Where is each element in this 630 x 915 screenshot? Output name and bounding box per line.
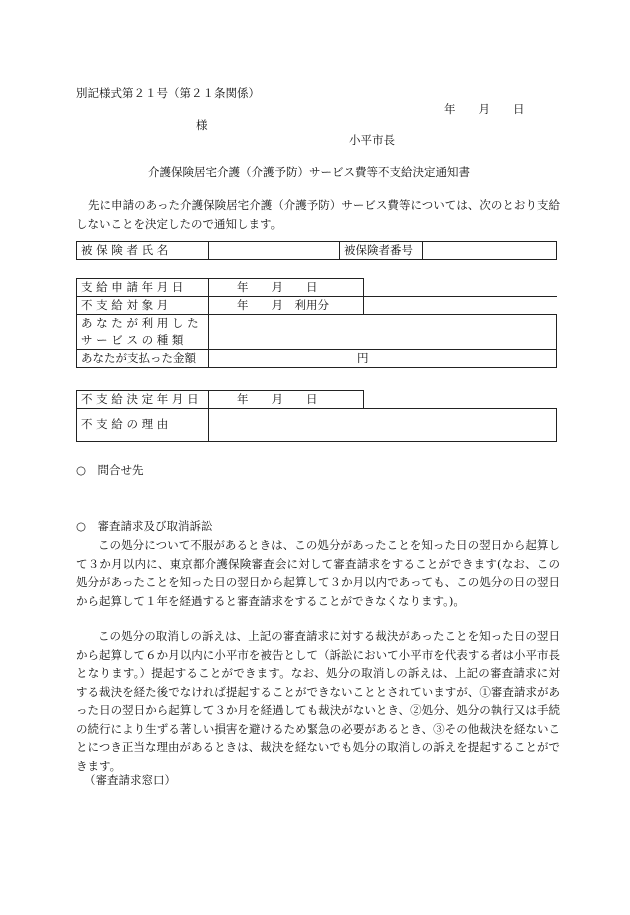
appeal-paragraph-1: この処分について不服があるときは、この処分があったことを知った日の翌日から起算して３か月以内に、東京都介護保険審査会に対して審査請求をすることができます(なお、この処分があったことを知った日の翌日から起算して３か月以内であっても、この処分の日の翌日から起算して１年を経過すると審査請求をすることができなくなります。)。	[76, 538, 560, 608]
service-type-field[interactable]	[209, 315, 557, 350]
application-date-value: 年 月 日	[209, 279, 364, 297]
insured-table	[76, 241, 557, 260]
decision-date-label: 不 支 給 決 定 年 月 日	[77, 391, 209, 409]
target-month-value: 年 月 利用分	[209, 297, 364, 315]
amount-paid-label: あなたが支払った金額	[77, 350, 209, 368]
decision-date-value: 年 月 日	[209, 391, 364, 409]
form-number: 別記様式第２１号（第２１条関係）	[76, 86, 260, 100]
addressee-suffix: 様	[196, 118, 208, 132]
document-title: 介護保険居宅介護（介護予防）サービス費等不支給決定通知書	[148, 165, 470, 179]
service-type-label-line-2: サ ー ビ ス の 種 類	[81, 333, 184, 347]
target-month-label: 不 支 給 対 象 月	[77, 297, 209, 315]
decision-table	[76, 390, 557, 442]
appeal-window: （審査請求窓口）	[84, 773, 176, 787]
reason-label: 不 支 給 の 理 由	[77, 409, 209, 442]
issuer: 小平市長	[349, 133, 395, 147]
insured-name-label: 被 保 険 者 氏 名	[77, 242, 209, 260]
appeal-heading: ○ 審査請求及び取消訴訟	[76, 519, 213, 533]
service-type-label-line-1: あ な た が 利 用 し た	[81, 316, 199, 330]
service-type-label	[77, 315, 209, 350]
application-table	[76, 278, 557, 368]
reason-field[interactable]	[209, 409, 557, 442]
insured-name-field[interactable]	[209, 242, 340, 260]
application-date-label: 支 給 申 請 年 月 日	[77, 279, 209, 297]
insured-number-field[interactable]	[423, 242, 557, 260]
intro-paragraph: 先に申請のあった介護保険居宅介護（介護予防）サービス費等については、次のとおり支給しないことを決定したので通知します。	[76, 198, 560, 231]
appeal-paragraph-2: この処分の取消しの訴えは、上記の審査請求に対する裁決があったことを知った日の翌日から起算して６か月以内に小平市を被告として（訴訟において小平市を代表する者は小平市長となります。）提起することができます。なお、処分の取消しの訴えは、上記の審査請求に対する裁決を経た後でなければ提起することができないこととされていますが、①審査請求があった日の翌日から起算して３か月を経過しても裁決がないとき、②処分、処分の執行又は手続の続行により生ずる著しい損害を避けるため緊急の必要があるとき、③その他裁決を経ないことにつき正当な理由があるときは、裁決を経ないでも処分の取消しの訴えを提起することができます。	[76, 629, 560, 773]
date-line: 年 月 日	[444, 102, 525, 116]
inquiry-heading: ○ 問合せ先	[76, 463, 144, 477]
insured-number-label: 被保険者番号	[340, 242, 423, 260]
amount-paid-unit: 円	[209, 350, 557, 368]
